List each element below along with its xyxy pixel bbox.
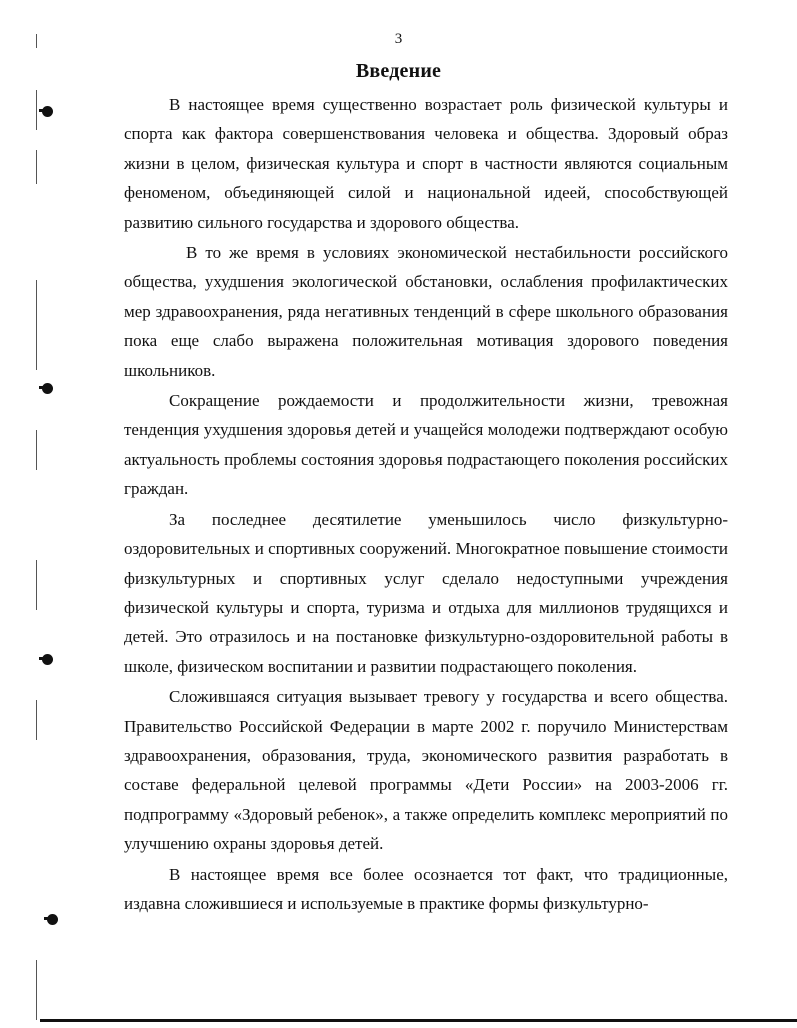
paragraph: В настоящее время все более осознается тот факт, что традиционные, издавна сложившиеся и используемые в практике формы физкультурно- (124, 864, 728, 913)
paragraph: В настоящее время существенно возрастает роль физической культуры и спорта как фактора совершенствования человека и общества. Здоровый образ жизни в целом, физическая культура и спорт в частности являются социальным феноменом, объединяющей силой и национальной идеей, способствующей развитию сильного государства и здорового общества. (124, 95, 728, 232)
binding-hole-mark (42, 106, 53, 117)
scan-margin-line (36, 430, 37, 470)
binding-hole-mark (42, 654, 53, 665)
scan-margin-line (36, 700, 37, 740)
binding-hole-mark (42, 383, 53, 394)
body-text (124, 90, 728, 918)
paragraph: Сложившаяся ситуация вызывает тревогу у государства и всего общества. Правительство Российской Федерации в марте 2002 г. поручило Министерствам здравоохранения, образования, труда, экономического развития разработать в составе федеральной целевой программы «Дети России» на 2003-2006 гг. подпрограмму «Здоровый ребенок», а также определить комплекс мероприятий по улучшению охраны здоровья детей. (124, 687, 728, 854)
page-number: 3 (394, 31, 403, 47)
scan-margin-line (36, 560, 37, 610)
page-bottom-rule (40, 1019, 797, 1022)
scan-margin-line (36, 280, 37, 370)
section-title: Введение (355, 60, 442, 82)
paragraph: Сокращение рождаемости и продолжительности жизни, тревожная тенденция ухудшения здоровья детей и учащейся молодежи подтверждают особую актуальность проблемы состояния здоровья подрастающего поколения российских граждан. (124, 391, 728, 499)
paragraph: В то же время в условиях экономической нестабильности российского общества, ухудшения экологической обстановки, ослабления профилактических мер здравоохранения, ряда негативных тенденций в сфере школьного образования пока еще слабо выражена положительная мотивация здорового поведения школьников. (124, 243, 728, 380)
paragraph: За последнее десятилетие уменьшилось число физкультурно-оздоровительных и спортивных сооружений. Многократное повышение стоимости физкультурных и спортивных услуг сделало недоступными учреждения физической культуры и спорта, туризма и отдыха для миллионов трудящихся и детей. Это отразилось и на постановке физкультурно-оздоровительной работы в школе, физическом воспитании и развитии подрастающего поколения. (124, 509, 728, 676)
scan-margin-line (36, 960, 37, 1020)
scan-margin-line (36, 150, 37, 184)
binding-hole-mark (47, 914, 58, 925)
scan-margin-line (36, 90, 37, 130)
